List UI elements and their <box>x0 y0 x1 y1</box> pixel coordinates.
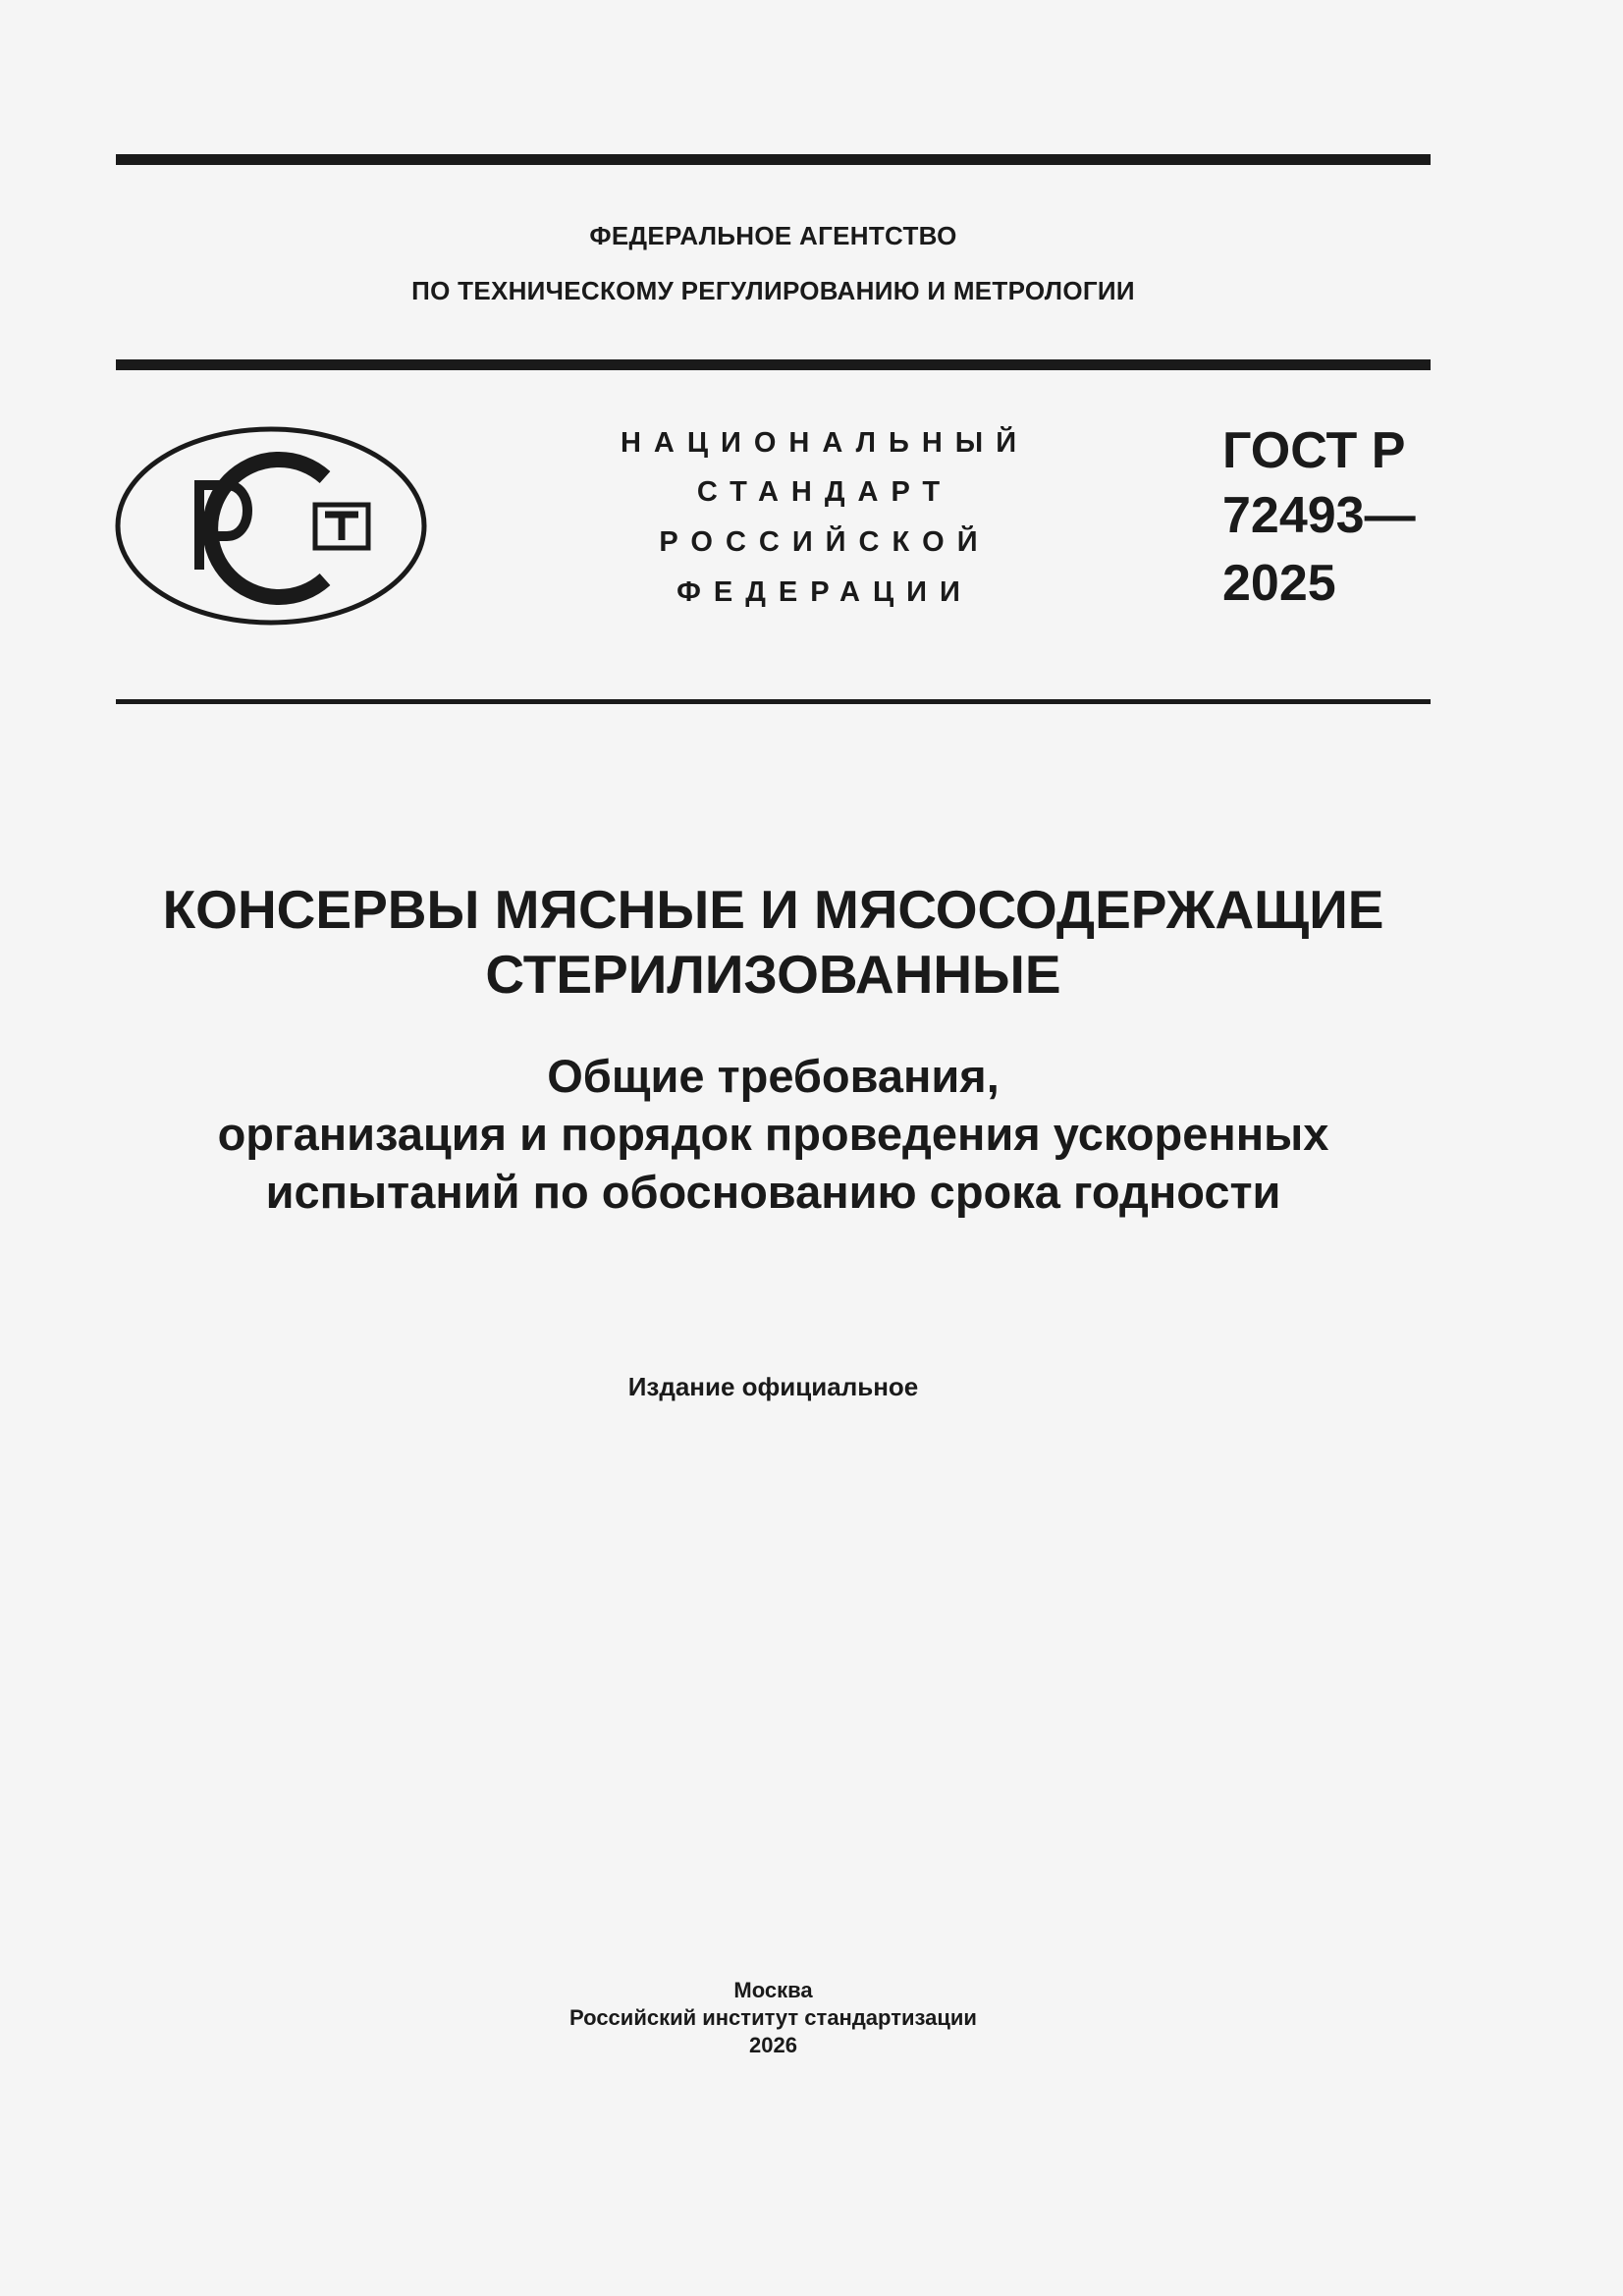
document-title-line-1: КОНСЕРВЫ МЯСНЫЕ И МЯСОСОДЕРЖАЩИЕ <box>162 879 1384 940</box>
agency-line-2: ПО ТЕХНИЧЕСКОМУ РЕГУЛИРОВАНИЮ И МЕТРОЛОГИИ <box>411 276 1135 305</box>
document-subtitle-line-3: испытаний по обоснованию срока годности <box>265 1166 1281 1218</box>
header-rule <box>116 359 1431 370</box>
official-edition-label: Издание официальное <box>627 1372 919 1401</box>
national-standard-line-1: НАЦИОНАЛЬНЫЙ <box>620 427 1030 459</box>
imprint-city: Москва <box>733 1978 813 2002</box>
imprint-year: 2026 <box>749 2033 797 2057</box>
national-standard-line-4: ФЕДЕРАЦИИ <box>676 576 973 608</box>
national-standard-line-2: СТАНДАРТ <box>696 476 953 508</box>
rst-gost-logo-icon <box>115 426 427 626</box>
gost-designation-line-2: 72493— <box>1222 487 1416 544</box>
imprint-publisher: Российский институт стандартизации <box>569 2005 977 2030</box>
standard-block-rule <box>116 699 1431 704</box>
agency-line-1: ФЕДЕРАЛЬНОЕ АГЕНТСТВО <box>589 221 957 250</box>
gost-designation-line-3: 2025 <box>1222 555 1336 612</box>
national-standard-line-3: РОССИЙСКОЙ <box>659 526 991 558</box>
top-rule <box>116 154 1431 165</box>
gost-designation-line-1: ГОСТ Р <box>1222 422 1406 479</box>
document-subtitle-line-2: организация и порядок проведения ускоренных <box>217 1108 1329 1160</box>
document-subtitle-line-1: Общие требования, <box>547 1050 1000 1102</box>
document-title-line-2: СТЕРИЛИЗОВАННЫЕ <box>485 944 1061 1005</box>
